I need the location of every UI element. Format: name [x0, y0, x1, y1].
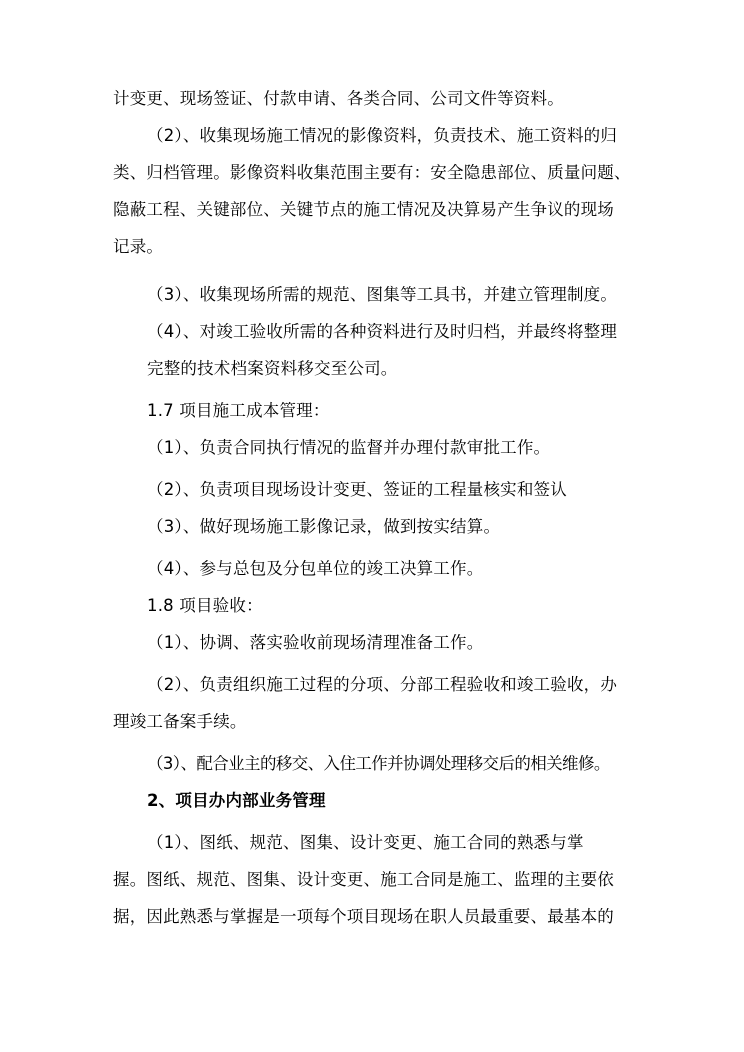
section-heading-1-7: 1.7 项目施工成本管理：: [147, 401, 330, 420]
text-line-17: 理竣工备案手续。: [113, 712, 247, 731]
text-line-20: （1）、图纸、规范、图集、设计变更、施工合同的熟悉与掌: [147, 833, 584, 852]
text-line-18: （3）、配合业主的移交、入住工作并协调处理移交后的相关维修。: [147, 754, 610, 773]
text-line-5: 记录。: [113, 237, 164, 256]
section-heading-1-8: 1.8 项目验收：: [147, 596, 263, 615]
text-line-15: （1）、协调、落实验收前现场清理准备工作。: [147, 633, 484, 652]
text-line-8: 完整的技术档案资料移交至公司。: [147, 359, 398, 378]
text-line-1: 计变更、现场签证、付款申请、各类合同、公司文件等资料。: [113, 89, 564, 108]
text-line-21: 握。图纸、规范、图集、设计变更、施工合同是施工、监理的主要依: [113, 870, 614, 889]
text-line-7: （4）、对竣工验收所需的各种资料进行及时归档，并最终将整理: [147, 322, 618, 341]
text-line-2: （2）、收集现场施工情况的影像资料，负责技术、施工资料的归: [147, 126, 618, 145]
text-line-12: （3）、做好现场施工影像记录，做到按实结算。: [147, 517, 501, 536]
text-line-16: （2）、负责组织施工过程的分项、分部工程验收和竣工验收，办: [147, 675, 618, 694]
text-line-22: 据，因此熟悉与掌握是一项每个项目现场在职人员最重要、最基本的: [113, 907, 614, 926]
text-line-11: （2）、负责项目现场设计变更、签证的工程量核实和签认: [147, 480, 567, 499]
text-line-3: 类、归档管理。影像资料收集范围主要有：安全隐患部位、质量问题、: [113, 163, 631, 182]
text-line-4: 隐蔽工程、关键部位、关键节点的施工情况及决算易产生争议的现场: [113, 200, 614, 219]
text-line-10: （1）、负责合同执行情况的监督并办理付款审批工作。: [147, 438, 551, 457]
text-line-13: （4）、参与总包及分包单位的竣工决算工作。: [147, 559, 484, 578]
section-heading-2: 2、项目办内部业务管理: [147, 791, 326, 810]
text-line-6: （3）、收集现场所需的规范、图集等工具书，并建立管理制度。: [147, 285, 618, 304]
